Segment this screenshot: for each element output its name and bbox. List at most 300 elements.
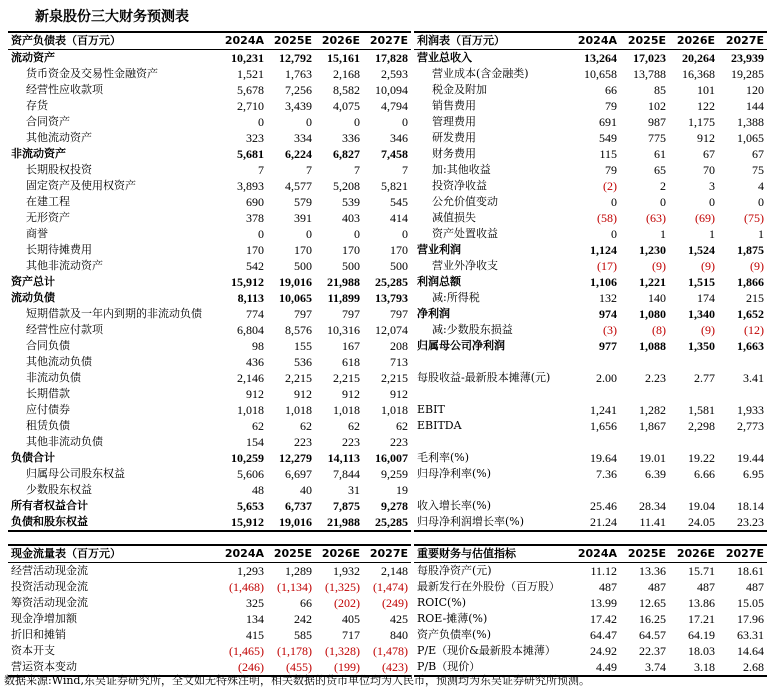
row-label: 每股收益-最新股本摊薄(元)	[417, 371, 551, 384]
cell-value: 2,215	[285, 371, 312, 385]
cell-value: 391	[294, 211, 312, 225]
cell-value: 7	[354, 163, 360, 177]
column-header: 2027E	[363, 32, 411, 50]
cell-value: 16,007	[375, 451, 408, 465]
cell-value	[620, 386, 669, 402]
cell-value: 690	[246, 195, 264, 209]
row-label: 其他非流动负债	[26, 435, 103, 448]
cell-value: 500	[294, 259, 312, 273]
table-row	[8, 210, 411, 226]
table-row	[8, 82, 411, 98]
cell-value: (3)	[603, 323, 617, 337]
cell-value: 1,293	[237, 564, 264, 578]
table-row	[8, 98, 411, 114]
cell-value: 19.64	[590, 451, 617, 465]
cell-value: 17,828	[375, 51, 408, 65]
row-label: 营业总收入	[417, 51, 472, 64]
cell-value: 405	[342, 612, 360, 626]
cell-value: 774	[246, 307, 264, 321]
row-label: 最新发行在外股份（百万股）	[417, 580, 560, 593]
row-label: 长期待摊费用	[26, 243, 92, 256]
row-label: 其他流动资产	[26, 131, 92, 144]
cell-value: 18.03	[688, 644, 715, 658]
table-row	[414, 274, 767, 290]
cell-value: 23.23	[718, 514, 767, 531]
cell-value: 1,656	[590, 419, 617, 433]
cell-value: 2,215	[333, 371, 360, 385]
cell-value: 61	[654, 147, 666, 161]
row-label: 投资活动现金流	[11, 580, 88, 593]
row-label: 归母净利润增长率(%)	[414, 514, 572, 531]
cell-value: 8,113	[237, 291, 264, 305]
cell-value: 334	[294, 131, 312, 145]
cell-value: 13.36	[639, 564, 666, 578]
table-row	[8, 611, 411, 627]
cell-value: 1,018	[381, 403, 408, 417]
cell-value: 1,221	[639, 275, 666, 289]
row-label: 归属母公司净利润	[417, 339, 505, 352]
row-label: 减:所得税	[432, 291, 480, 304]
table-row	[414, 514, 767, 531]
cell-value: 64.47	[590, 628, 617, 642]
table-row	[8, 114, 411, 130]
cell-value: 5,821	[381, 179, 408, 193]
row-label: 归属母公司股东权益	[26, 467, 125, 480]
cell-value: 155	[294, 339, 312, 353]
cell-value: 24.05	[669, 514, 718, 531]
cell-value: 7,458	[381, 147, 408, 161]
row-label: 营业成本(含金融类)	[432, 67, 529, 80]
cell-value: 2.68	[718, 659, 767, 676]
cell-value: 3,893	[237, 179, 264, 193]
table-row	[8, 579, 411, 595]
cell-value: 6,224	[285, 147, 312, 161]
cell-value: 102	[648, 99, 666, 113]
cell-value: 170	[342, 243, 360, 257]
table-row	[414, 450, 767, 466]
cell-value: (249)	[382, 596, 408, 610]
row-label: 筹资活动现金流	[11, 596, 88, 609]
cell-value: 1	[709, 227, 715, 241]
table-row	[414, 370, 767, 386]
cell-value: 24.92	[590, 644, 617, 658]
column-header: 2024A	[219, 545, 267, 563]
cell-value	[718, 354, 767, 370]
cell-value: 549	[599, 131, 617, 145]
cell-value: 67	[752, 147, 764, 161]
cell-value: 487	[697, 580, 715, 594]
cell-value	[669, 434, 718, 450]
cell-value: 79	[605, 99, 617, 113]
cell-value	[620, 354, 669, 370]
cell-value: 1,088	[639, 339, 666, 353]
table-row	[8, 258, 411, 274]
cell-value: 545	[390, 195, 408, 209]
row-label: 流动资产	[11, 51, 55, 64]
cell-value: 10,094	[375, 83, 408, 97]
cell-value	[718, 482, 767, 498]
cell-value: 75	[752, 163, 764, 177]
column-header: 2025E	[267, 32, 315, 50]
cell-value: 2	[660, 179, 666, 193]
cell-value: 1,230	[639, 243, 666, 257]
table-header-row	[414, 32, 767, 50]
cell-value: 1,018	[237, 403, 264, 417]
cell-value: 6.95	[743, 467, 764, 481]
cell-value: 414	[390, 211, 408, 225]
cell-value: 987	[648, 115, 666, 129]
column-header: 2026E	[669, 545, 718, 563]
table-row	[414, 338, 767, 354]
cell-value: 15.05	[737, 596, 764, 610]
cell-value: 3,439	[285, 99, 312, 113]
cell-value: 20,264	[682, 51, 715, 65]
cell-value: 6,737	[285, 499, 312, 513]
cell-value: 9,278	[381, 499, 408, 513]
row-label: 营业利润	[417, 243, 461, 256]
cell-value: 1,241	[590, 403, 617, 417]
table-row	[8, 242, 411, 258]
row-label: 负债和股东权益	[8, 514, 219, 531]
cell-value: 134	[246, 612, 264, 626]
cell-value: 115	[599, 147, 617, 161]
cell-value: 98	[252, 339, 264, 353]
cell-value: 5,606	[237, 467, 264, 481]
cell-value: (1,478)	[373, 644, 408, 658]
cell-value: (1,465)	[229, 644, 264, 658]
cell-value: 1,521	[237, 67, 264, 81]
cell-value: 0	[709, 195, 715, 209]
row-label: 加:其他收益	[432, 163, 491, 176]
cell-value: 15.71	[688, 564, 715, 578]
cell-value: 208	[390, 339, 408, 353]
cell-value: (1,134)	[277, 580, 312, 594]
table-row	[8, 130, 411, 146]
table-row	[8, 274, 411, 290]
cell-value: 378	[246, 211, 264, 225]
column-header: 2027E	[718, 32, 767, 50]
cell-value	[669, 482, 718, 498]
cell-value: 1,340	[688, 307, 715, 321]
cell-value: (246)	[219, 659, 267, 676]
cell-value: 5,678	[237, 83, 264, 97]
row-label: 长期借款	[26, 387, 70, 400]
column-header: 2025E	[267, 545, 315, 563]
table-row	[414, 242, 767, 258]
cell-value: 154	[246, 435, 264, 449]
cell-value: 912	[390, 387, 408, 401]
table-row	[414, 579, 767, 595]
table-row	[414, 66, 767, 82]
table-row	[8, 627, 411, 643]
cell-value: 17.42	[590, 612, 617, 626]
cell-value: 144	[746, 99, 764, 113]
cell-value: 1	[758, 227, 764, 241]
cell-value: 713	[390, 355, 408, 369]
row-label: 折旧和摊销	[11, 628, 66, 641]
table-row	[414, 418, 767, 434]
cell-value: 912	[246, 387, 264, 401]
cash-flow-table	[8, 544, 411, 677]
cell-value: 10,231	[231, 51, 264, 65]
cell-value: 1,933	[737, 403, 764, 417]
cell-value: 4,075	[333, 99, 360, 113]
cell-value: (202)	[334, 596, 360, 610]
cell-value: 1,018	[333, 403, 360, 417]
cell-value: 28.34	[639, 499, 666, 513]
cell-value: 6,697	[285, 467, 312, 481]
cell-value: 1,867	[639, 419, 666, 433]
cell-value: 12,074	[375, 323, 408, 337]
cell-value: 10,065	[279, 291, 312, 305]
cell-value: 14,113	[327, 451, 360, 465]
cell-value: 101	[697, 83, 715, 97]
cell-value: 1,289	[285, 564, 312, 578]
cell-value: 79	[605, 163, 617, 177]
cell-value: 15,912	[231, 275, 264, 289]
cell-value: (2)	[603, 179, 617, 193]
cell-value: (199)	[315, 659, 363, 676]
cell-value: 167	[342, 339, 360, 353]
row-label: 投资净收益	[432, 179, 487, 192]
row-label: 无形资产	[26, 211, 70, 224]
cell-value: 13,793	[375, 291, 408, 305]
cell-value: 2,168	[333, 67, 360, 81]
table-row	[414, 466, 767, 482]
row-label: 减:少数股东损益	[432, 323, 513, 336]
cell-value: (1,178)	[277, 644, 312, 658]
table-row	[414, 563, 767, 580]
cell-value: 8,582	[333, 83, 360, 97]
cell-value: 912	[294, 387, 312, 401]
row-label: 所有者权益合计	[11, 499, 88, 512]
cell-value: (63)	[646, 211, 666, 225]
table-row	[8, 434, 411, 450]
table-row	[414, 258, 767, 274]
cell-value: 2.77	[694, 371, 715, 385]
cell-value: 500	[342, 259, 360, 273]
table-row	[8, 595, 411, 611]
column-header: 2024A	[219, 32, 267, 50]
cell-value: (1,468)	[229, 580, 264, 594]
cell-value: 2,773	[737, 419, 764, 433]
row-label: EBIT	[417, 403, 445, 416]
table-row	[414, 146, 767, 162]
row-label	[414, 354, 572, 370]
row-label: 资产处置收益	[432, 227, 498, 240]
row-label: 归母净利率(%)	[417, 467, 492, 480]
table-row	[414, 162, 767, 178]
cell-value: 0	[306, 115, 312, 129]
table-row	[414, 226, 767, 242]
cell-value: 120	[746, 83, 764, 97]
row-label: 短期借款及一年内到期的非流动负债	[26, 307, 202, 320]
table-row	[8, 226, 411, 242]
cell-value: 0	[660, 195, 666, 209]
page-title: 新泉股份三大财务预测表	[35, 9, 189, 25]
row-label: 管理费用	[432, 115, 476, 128]
row-label: 货币资金及交易性金融资产	[26, 67, 158, 80]
row-label: 应付债券	[26, 403, 70, 416]
table-header-row	[8, 545, 411, 563]
cell-value	[572, 482, 620, 498]
row-label: EBITDA	[417, 419, 462, 432]
cell-value: (8)	[652, 323, 666, 337]
cell-value: (9)	[701, 259, 715, 273]
table-row	[8, 178, 411, 194]
cell-value: 1,763	[285, 67, 312, 81]
cell-value: 539	[342, 195, 360, 209]
row-label: 经营性应收款项	[26, 83, 103, 96]
cell-value: 1,652	[737, 307, 764, 321]
row-label: 少数股东权益	[26, 483, 92, 496]
cell-value: 66	[300, 596, 312, 610]
row-label: 财务费用	[432, 147, 476, 160]
cell-value: 62	[396, 419, 408, 433]
row-label: 存货	[26, 99, 48, 112]
cell-value: 16,368	[682, 67, 715, 81]
cell-value: (75)	[744, 211, 764, 225]
cell-value: 2,298	[688, 419, 715, 433]
cell-value	[669, 386, 718, 402]
table-row	[414, 114, 767, 130]
cell-value: 1,282	[639, 403, 666, 417]
cell-value: (1,325)	[325, 580, 360, 594]
table-row	[414, 498, 767, 514]
cell-value: 19,016	[279, 275, 312, 289]
table-row	[414, 194, 767, 210]
table-row	[8, 643, 411, 659]
cell-value: 797	[342, 307, 360, 321]
cell-value: 132	[599, 291, 617, 305]
cell-value: 242	[294, 612, 312, 626]
row-label: 经营性应付款项	[26, 323, 103, 336]
cell-value: (58)	[597, 211, 617, 225]
cell-value: 7	[402, 163, 408, 177]
row-label: 净利润	[417, 307, 450, 320]
cell-value: (9)	[652, 259, 666, 273]
cell-value: 1,388	[737, 115, 764, 129]
cell-value: 7,875	[333, 499, 360, 513]
table-row	[414, 178, 767, 194]
row-label: 税金及附加	[432, 83, 487, 96]
cell-value: 7,844	[333, 467, 360, 481]
cell-value	[572, 354, 620, 370]
cell-value: 6,804	[237, 323, 264, 337]
row-label: 营运资本变动	[8, 659, 219, 676]
cell-value: 13.99	[590, 596, 617, 610]
row-label: 每股净资产(元)	[417, 564, 492, 577]
cell-value: 1,175	[688, 115, 715, 129]
cell-value: 1,350	[688, 339, 715, 353]
cell-value: (17)	[597, 259, 617, 273]
cell-value: 346	[390, 131, 408, 145]
cell-value: 70	[703, 163, 715, 177]
cell-value: 19.22	[688, 451, 715, 465]
cell-value: 436	[246, 355, 264, 369]
row-label: 资产总计	[11, 275, 55, 288]
cell-value: 2,148	[381, 564, 408, 578]
cell-value: (12)	[744, 323, 764, 337]
cell-value: 40	[300, 483, 312, 497]
row-label: 营业外净收支	[432, 259, 498, 272]
cell-value: 6.66	[694, 467, 715, 481]
table-title: 现金流量表（百万元）	[8, 545, 219, 563]
row-label: P/B（现价）	[414, 659, 572, 676]
cell-value: 1,524	[688, 243, 715, 257]
cell-value: 2,215	[381, 371, 408, 385]
cell-value: 403	[342, 211, 360, 225]
row-label	[414, 434, 572, 450]
cell-value: 21,988	[327, 275, 360, 289]
cell-value: 11.41	[620, 514, 669, 531]
table-row	[414, 402, 767, 418]
table-row	[8, 306, 411, 322]
table-title: 利润表（百万元）	[414, 32, 572, 50]
cell-value: (9)	[701, 323, 715, 337]
cell-value: 17.96	[737, 612, 764, 626]
cell-value: 64.19	[688, 628, 715, 642]
cell-value: 1,515	[688, 275, 715, 289]
cell-value	[718, 434, 767, 450]
balance-sheet-table	[8, 31, 411, 532]
row-label	[414, 482, 572, 498]
cell-value: 1	[660, 227, 666, 241]
cell-value: 3.18	[669, 659, 718, 676]
cell-value: 14.64	[737, 644, 764, 658]
cell-value: 16.25	[639, 612, 666, 626]
cell-value	[669, 354, 718, 370]
cell-value: 1,875	[737, 243, 764, 257]
cell-value: 415	[246, 628, 264, 642]
cell-value: 17,023	[633, 51, 666, 65]
table-title: 资产负债表（百万元）	[8, 32, 219, 50]
row-label: 资产负债率(%)	[417, 628, 492, 641]
cell-value: 23,939	[731, 51, 764, 65]
cell-value: 7.36	[596, 467, 617, 481]
cell-value: 974	[599, 307, 617, 321]
cell-value: 19.01	[639, 451, 666, 465]
cell-value: 15,161	[327, 51, 360, 65]
table-row	[8, 482, 411, 498]
table-row	[414, 306, 767, 322]
cell-value: 170	[246, 243, 264, 257]
table-row	[8, 50, 411, 67]
table-row	[8, 370, 411, 386]
cell-value: 62	[348, 419, 360, 433]
table-row	[8, 162, 411, 178]
cell-value: 11,899	[327, 291, 360, 305]
cell-value: 0	[306, 227, 312, 241]
cell-value: 12,279	[279, 451, 312, 465]
cell-value: (9)	[750, 259, 764, 273]
row-label: 资本开支	[11, 644, 55, 657]
table-row	[8, 354, 411, 370]
column-header: 2027E	[718, 545, 767, 563]
cell-value: 6.39	[645, 467, 666, 481]
table-row	[8, 146, 411, 162]
cell-value: (1,328)	[325, 644, 360, 658]
cell-value: 223	[342, 435, 360, 449]
cell-value: 542	[246, 259, 264, 273]
cell-value: 3.41	[743, 371, 764, 385]
table-row	[414, 482, 767, 498]
table-row	[414, 354, 767, 370]
cell-value: 0	[354, 227, 360, 241]
table-row	[414, 98, 767, 114]
cell-value: 1,932	[333, 564, 360, 578]
cell-value: 4	[758, 179, 764, 193]
